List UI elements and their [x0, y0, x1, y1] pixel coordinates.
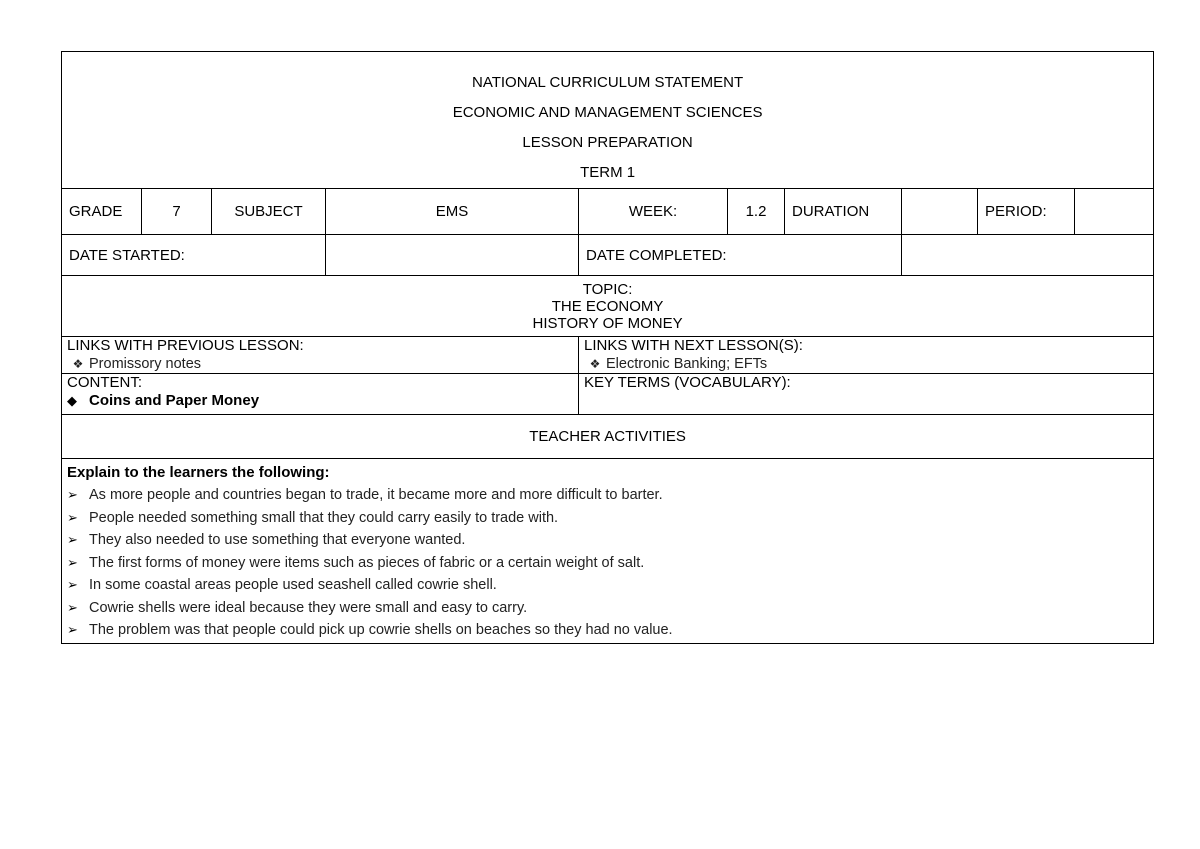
- header-line-1: NATIONAL CURRICULUM STATEMENT: [472, 74, 744, 91]
- arrow-bullet-icon: ➢: [67, 487, 78, 502]
- arrow-bullet-icon: ➢: [67, 532, 78, 547]
- activity-item: ➢ As more people and countries began to trade, it became more and more difficult to barter.: [67, 484, 1148, 507]
- lesson-table: [61, 51, 1154, 644]
- date-started-value[interactable]: [326, 235, 579, 276]
- arrow-bullet-icon: ➢: [67, 622, 78, 637]
- header-line-4: TERM 1: [580, 164, 636, 181]
- links-next-item: ❖ Electronic Banking; EFTs: [584, 355, 1148, 373]
- date-completed-label: DATE COMPLETED:: [579, 235, 902, 276]
- activities-lead: Explain to the learners the following:: [67, 464, 330, 481]
- topic-line-1: THE ECONOMY: [551, 297, 664, 315]
- content-item: ◆ Coins and Paper Money: [67, 392, 260, 409]
- teacher-activities-body: [62, 459, 1154, 644]
- activity-item: ➢ They also needed to use something that everyone wanted.: [67, 529, 1148, 552]
- week-value: 1.2: [728, 189, 785, 235]
- topic-label: TOPIC:: [582, 280, 633, 298]
- date-started-label: DATE STARTED:: [62, 235, 326, 276]
- grade-value: 7: [142, 189, 212, 235]
- period-label: PERIOD:: [978, 189, 1075, 235]
- links-next-cell: [579, 337, 1154, 374]
- duration-label: DURATION: [785, 189, 902, 235]
- key-terms-cell: [579, 374, 1154, 415]
- activity-item: ➢ In some coastal areas people used seashell called cowrie shell.: [67, 574, 1148, 597]
- arrow-bullet-icon: ➢: [67, 554, 78, 570]
- period-value[interactable]: [1075, 189, 1154, 235]
- activity-item: ➢ Cowrie shells were ideal because they were small and easy to carry.: [67, 597, 1148, 620]
- activity-item: ➢ The first forms of money were items such as pieces of fabric or a certain weight of salt.: [67, 552, 1148, 575]
- diamond-bullet-icon: ❖: [589, 357, 601, 371]
- lesson-preparation-form: [61, 51, 1153, 644]
- subject-value: EMS: [326, 189, 579, 235]
- header-line-3: LESSON PREPARATION: [522, 134, 693, 151]
- activity-item: ➢ The problem was that people could pick up cowrie shells on beaches so they had no value.: [67, 619, 1148, 642]
- grade-label: GRADE: [62, 189, 142, 235]
- content-label: CONTENT:: [67, 374, 142, 391]
- form-header: [62, 52, 1154, 189]
- date-completed-value[interactable]: [902, 235, 1154, 276]
- topic-cell: [62, 276, 1154, 337]
- key-terms-label: KEY TERMS (VOCABULARY):: [584, 374, 791, 391]
- week-label: WEEK:: [579, 189, 728, 235]
- activity-item: ➢ People needed something small that they could carry easily to trade with.: [67, 507, 1148, 530]
- links-previous-cell: [62, 337, 579, 374]
- links-previous-label: LINKS WITH PREVIOUS LESSON:: [67, 337, 304, 354]
- links-previous-item: ❖ Promissory notes: [67, 355, 573, 373]
- arrow-bullet-icon: ➢: [67, 599, 78, 615]
- diamond-bullet-icon: ❖: [72, 357, 84, 371]
- subject-label: SUBJECT: [212, 189, 326, 235]
- topic-line-2: HISTORY OF MONEY: [532, 314, 683, 332]
- links-next-label: LINKS WITH NEXT LESSON(S):: [584, 337, 803, 354]
- duration-value[interactable]: [902, 189, 978, 235]
- content-cell: [62, 374, 579, 415]
- arrow-bullet-icon: ➢: [67, 577, 78, 592]
- solid-diamond-icon: ◆: [67, 393, 77, 408]
- teacher-activities-title: TEACHER ACTIVITIES: [62, 415, 1154, 459]
- header-line-2: ECONOMIC AND MANAGEMENT SCIENCES: [452, 104, 763, 121]
- arrow-bullet-icon: ➢: [67, 509, 78, 525]
